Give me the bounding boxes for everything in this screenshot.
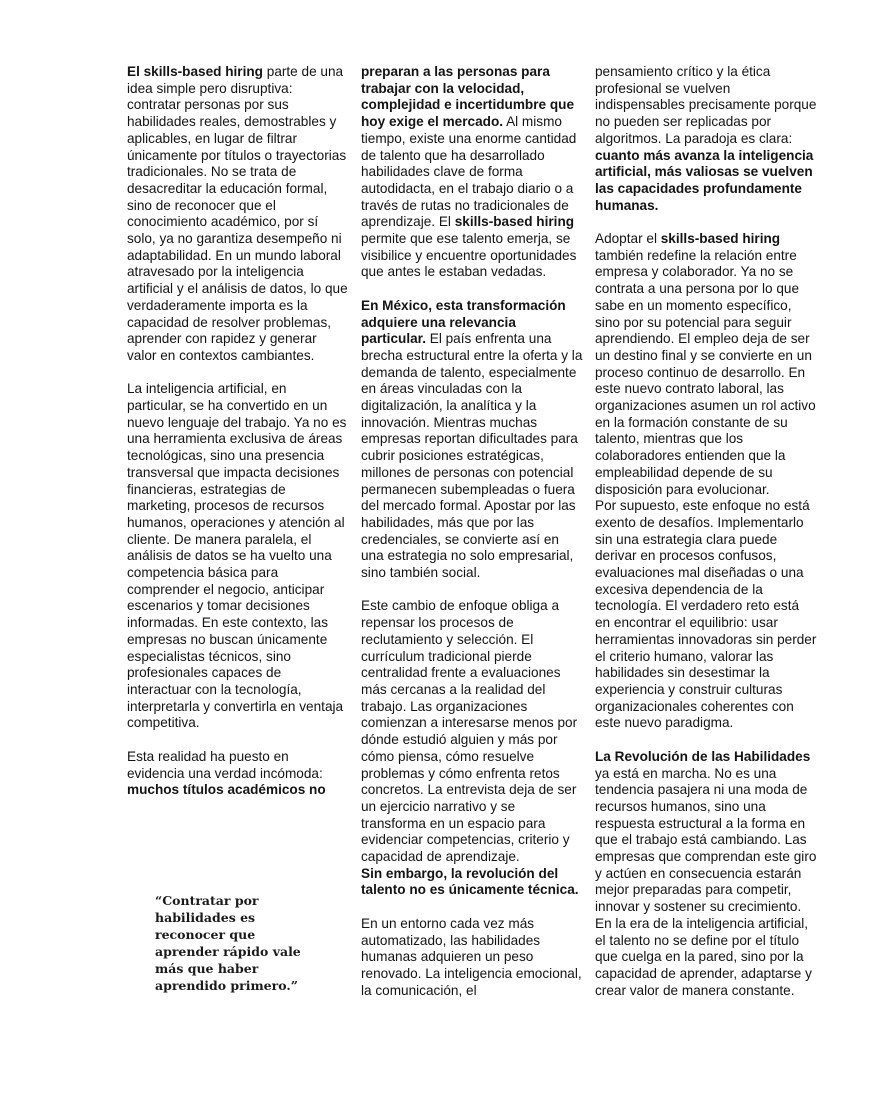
body-text: Este cambio de enfoque obliga a repensar los procesos de reclutamiento y selección. El currículum tradicional pierde centralidad frente a evaluaciones más cercanas a la realidad del trabajo. Las organizaciones comienzan a interesarse menos por dónde estudió alguien y más por cómo piensa, cómo resuelve problemas y cómo enfrenta retos concretos. La entrevista deja de ser un ejercicio narrativo y se transforma en un espacio para evidenciar competencias, criterio y capacidad de aprendizaje. [361, 598, 578, 865]
pull-quote: “Contratar por habilidades es reconocer que aprender rápido vale más que haber aprendido primero.” [155, 893, 301, 993]
article-paragraph [361, 298, 583, 582]
body-text: también redefine la relación entre empresa y colaborador. Ya no se contrata a una persona por lo que sabe en un momento específico, sino por su potencial para seguir aprendiendo. El empleo deja de ser un destino final y se convierte en un proceso continuo de desarrollo. En este nuevo contrato laboral, las organizaciones asumen un rol activo en la formación constante de su talento, mientras que los colaboradores entienden que la empleabilidad depende de su disposición para evolucionar. [595, 247, 816, 497]
bold-text: El skills-based hiring [127, 64, 263, 79]
article-column-3 [595, 64, 817, 999]
body-text: Al mismo tiempo, existe una enorme cantidad de talento que ha desarrollado habilidades clave de forma autodidacta, en el trabajo diario o a través de rutas no tradicionales de aprendizaje. El [361, 114, 577, 230]
body-text: La inteligencia artificial, en particular, se ha convertido en un nuevo lenguaje del trabajo. Ya no es una herramienta exclusiva de áreas tecnológicas, sino una presencia transversal que impacta decisiones financieras, estrategias de marketing, procesos de recursos humanos, operaciones y atención al cliente. De manera paralela, el análisis de datos se ha vuelto una competencia básica para comprender el negocio, anticipar escenarios y tomar decisiones informadas. En este contexto, las empresas no buscan únicamente especialistas técnicos, sino profesionales capaces de interactuar con la tecnología, interpretarla y convertirla en ventaja competitiva. [127, 381, 347, 731]
body-text: pensamiento crítico y la ética profesional se vuelven indispensables precisamente porque no pueden ser replicadas por algoritmos. La paradoja es clara: [595, 64, 817, 146]
article-paragraph [127, 381, 349, 732]
article-column-1 [127, 64, 349, 799]
article-paragraph [127, 64, 349, 365]
article-paragraph [595, 64, 817, 214]
bold-text: cuanto más avanza la inteligencia artificial, más valiosas se vuelven las capacidades profundamente humanas. [595, 147, 814, 213]
body-text: Esta realidad ha puesto en evidencia una verdad incómoda: [127, 748, 323, 781]
bold-text: La Revolución de las Habilidades [595, 748, 811, 764]
body-text: Adoptar el [595, 231, 661, 247]
body-text: ya está en marcha. No es una tendencia pasajera ni una moda de recursos humanos, sino una respuesta estructural a la forma en que el trabajo está cambiando. Las empresas que comprendan este giro y actúen en consecuencia estarán mejor preparadas para competir, innovar y sostener su crecimiento. En la era de la inteligencia artificial, el talento no se define por el título que cuelga en la pared, sino por la capacidad de aprender, adaptarse y crear valor de manera constante. [595, 765, 817, 998]
article-paragraph [361, 598, 583, 899]
bold-text: muchos títulos académicos no [127, 782, 326, 798]
body-text: permite que ese talento emerja, se visibilice y encuentre oportunidades que antes le estaban vedadas. [361, 231, 577, 280]
bold-text: skills-based hiring [454, 214, 575, 230]
body-text: Por supuesto, este enfoque no está exento de desafíos. Implementarlo sin una estrategia clara puede derivar en procesos confusos, evaluaciones mal diseñadas o una excesiva dependencia de la tecnología. El verdadero reto está en encontrar el equilibrio: usar herramientas innovadoras sin perder el criterio humano, valorar las habilidades sin desestimar la experiencia y construir culturas organizacionales coherentes con este nuevo paradigma. [595, 498, 817, 731]
bold-text: Sin embargo, la revolución del talento no es únicamente técnica. [361, 865, 579, 898]
article-paragraph [595, 749, 817, 1000]
bold-text: preparan a las personas para trabajar con la velocidad, complejidad e incertidumbre que hoy exige el mercado. [361, 64, 575, 130]
article-column-2 [361, 64, 583, 999]
body-text: El país enfrenta una brecha estructural entre la oferta y la demanda de talento, especialmente en áreas vinculadas con la digitalización, la analítica y la innovación. Mientras muchas empresas reportan dificultades para cubrir posiciones estratégicas, millones de personas con potencial permanecen subempleadas o fuera del mercado formal. Apostar por las habilidades, más que por las credenciales, se convierte así en una estrategia no solo empresarial, sino también social. [361, 331, 583, 581]
article-paragraph [595, 231, 817, 732]
article-paragraph [127, 749, 349, 799]
bold-text: skills-based hiring [660, 231, 781, 247]
body-text: En un entorno cada vez más automatizado, las habilidades humanas adquieren un peso renovado. La inteligencia emocional, la comunicación, el [361, 915, 582, 998]
bold-text: En México, esta transformación adquiere una relevancia particular. [361, 297, 566, 347]
article-paragraph [361, 64, 583, 281]
article-paragraph [361, 916, 583, 1000]
body-text: parte de una idea simple pero disruptiva: contratar personas por sus habilidades reales, demostrables y aplicables, en lugar de filtrar únicamente por títulos o trayectorias tradicionales. No se trata de desacreditar la educación formal, sino de reconocer que el conocimiento académico, por sí solo, ya no garantiza desempeño ni adaptabilidad. En un mundo laboral atravesado por la inteligencia artificial y el análisis de datos, lo que verdaderamente importa es la capacidad de resolver problemas, aprender con rapidez y generar valor en contextos cambiantes. [127, 64, 348, 363]
